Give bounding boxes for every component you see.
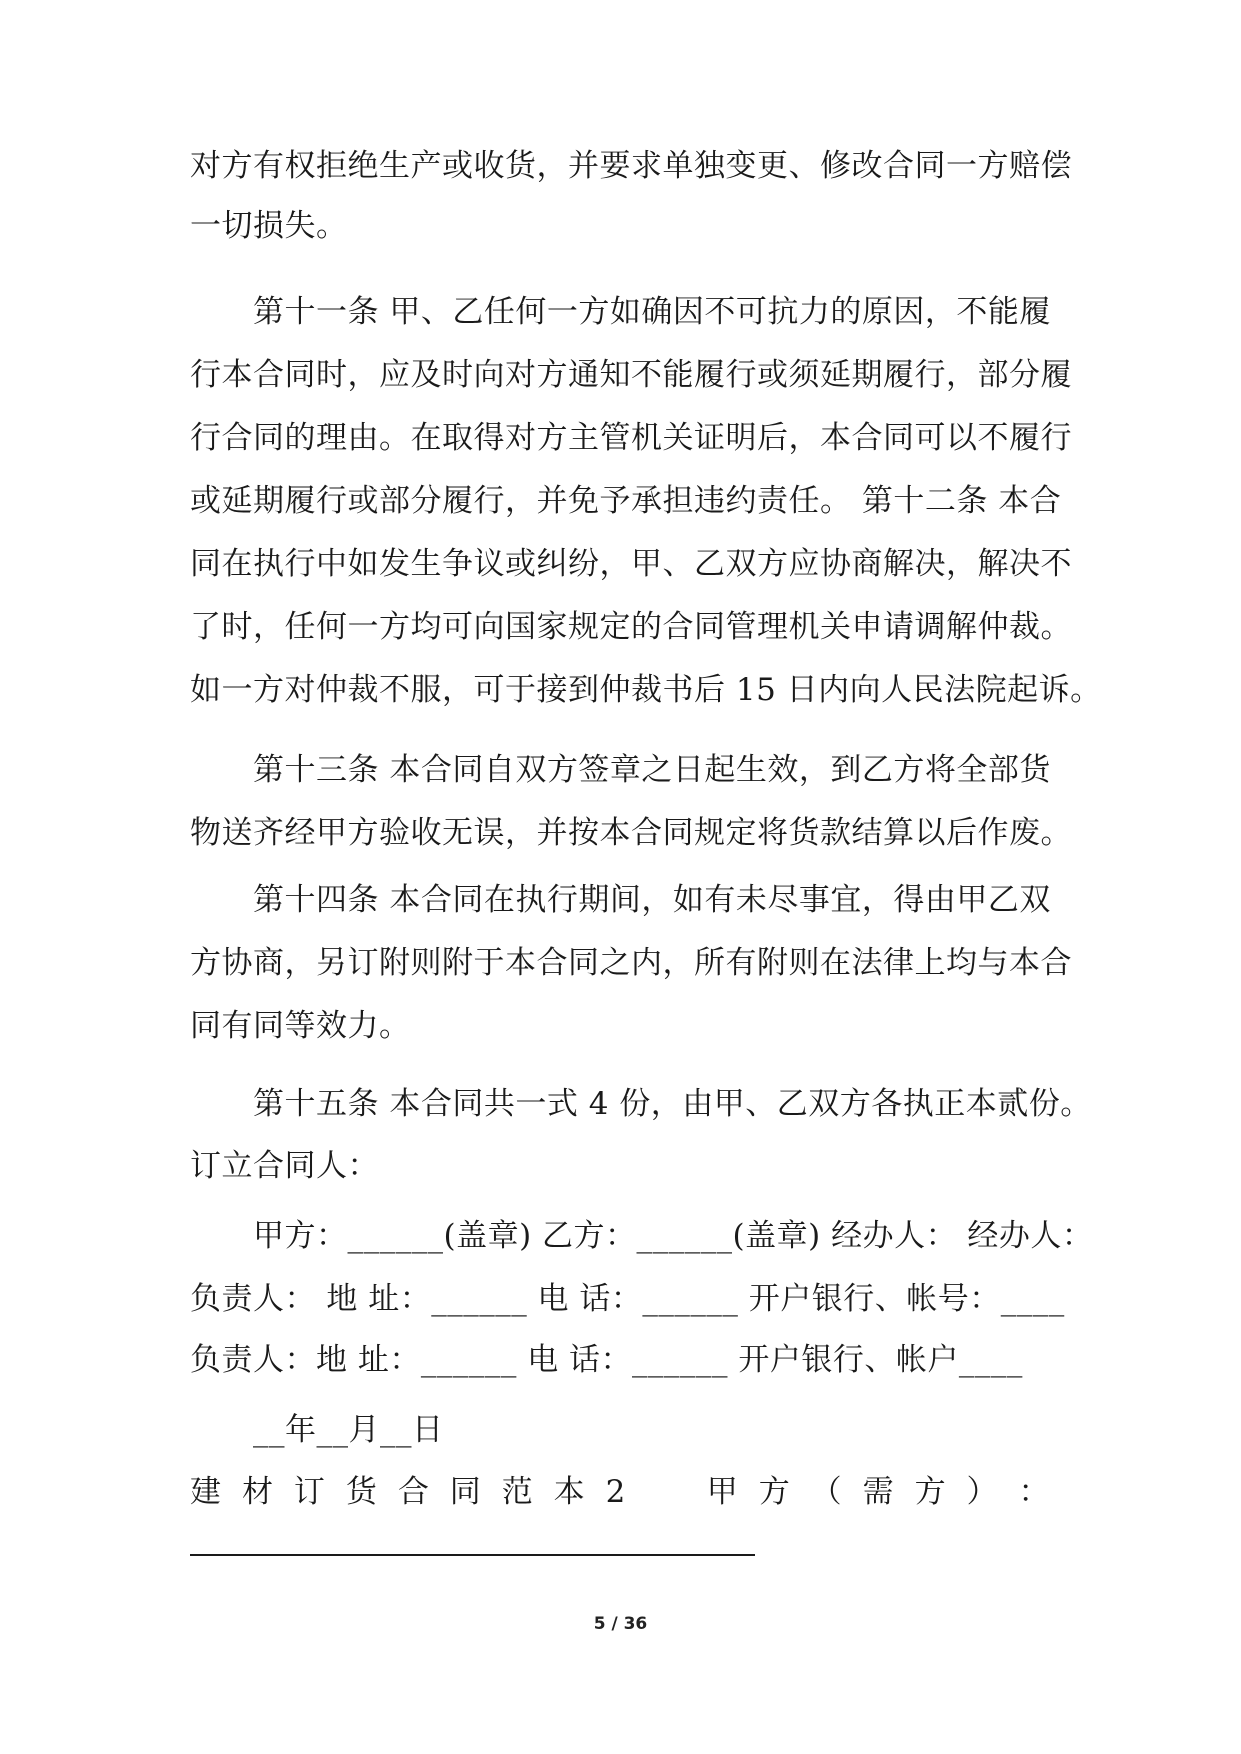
party-char: （ (810, 1474, 843, 1510)
contract-title-line (190, 1470, 1050, 1514)
party-char: 方 (758, 1474, 791, 1510)
title-char: 同 (449, 1474, 482, 1510)
page-number: 5 / 36 (593, 1614, 648, 1634)
text-line: 行本合同时，应及时向对方通知不能履行或须延期履行，部分履 (190, 357, 1072, 393)
title-char: 合 (397, 1474, 430, 1510)
text-line: 或延期履行或部分履行，并免予承担违约责任。 第十二条 本合 (190, 483, 1062, 519)
title-char: 建 (190, 1474, 222, 1510)
party-char: ： (1018, 1474, 1050, 1510)
title-char: 本 (553, 1474, 586, 1510)
party-char: 甲 (706, 1474, 739, 1510)
date-line: __年__月__日 (253, 1412, 444, 1448)
title-char: 范 (501, 1474, 534, 1510)
contact-line: 负责人：地 址：______ 电 话：______ 开户银行、帐户____ (190, 1342, 1023, 1378)
text-line: 方协商，另订附则附于本合同之内，所有附则在法律上均与本合 (190, 945, 1072, 981)
text-line: 了时，任何一方均可向国家规定的合同管理机关申请调解仲裁。 (190, 609, 1072, 645)
title-char: 货 (345, 1474, 378, 1510)
text-line: 第十五条 本合同共一式 4 份，由甲、乙双方各执正本贰份。 (253, 1086, 1092, 1122)
text-line: 第十一条 甲、乙任何一方如确因不可抗力的原因，不能履 (253, 294, 1051, 330)
text-line: 同有同等效力。 (190, 1008, 411, 1044)
signature-line: 甲方：______(盖章) 乙方：______(盖章) 经办人： 经办人： (253, 1218, 1094, 1254)
title-char: 材 (241, 1474, 274, 1510)
title-char: 订 (293, 1474, 326, 1510)
text-line: 一切损失。 (190, 208, 348, 244)
title-char: 2 (605, 1474, 626, 1510)
fill-in-blank-line (190, 1554, 755, 1556)
text-line: 如一方对仲裁不服，可于接到仲裁书后 15 日内向人民法院起诉。 (190, 672, 1102, 708)
text-line: 订立合同人： (190, 1148, 379, 1184)
text-line: 第十四条 本合同在执行期间，如有未尽事宜，得由甲乙双 (253, 882, 1051, 918)
text-line: 行合同的理由。在取得对方主管机关证明后，本合同可以不履行 (190, 420, 1072, 456)
text-line: 对方有权拒绝生产或收货，并要求单独变更、修改合同一方赔偿 (190, 148, 1072, 184)
text-line: 第十三条 本合同自双方签章之日起生效，到乙方将全部货 (253, 752, 1051, 788)
party-char: ） (966, 1474, 999, 1510)
party-char: 方 (914, 1474, 947, 1510)
contact-line: 负责人： 地 址：______ 电 话：______ 开户银行、帐号：____ (190, 1281, 1065, 1317)
text-line: 物送齐经甲方验收无误，并按本合同规定将货款结算以后作废。 (190, 815, 1072, 851)
party-char: 需 (862, 1474, 895, 1510)
text-line: 同在执行中如发生争议或纠纷，甲、乙双方应协商解决，解决不 (190, 546, 1072, 582)
